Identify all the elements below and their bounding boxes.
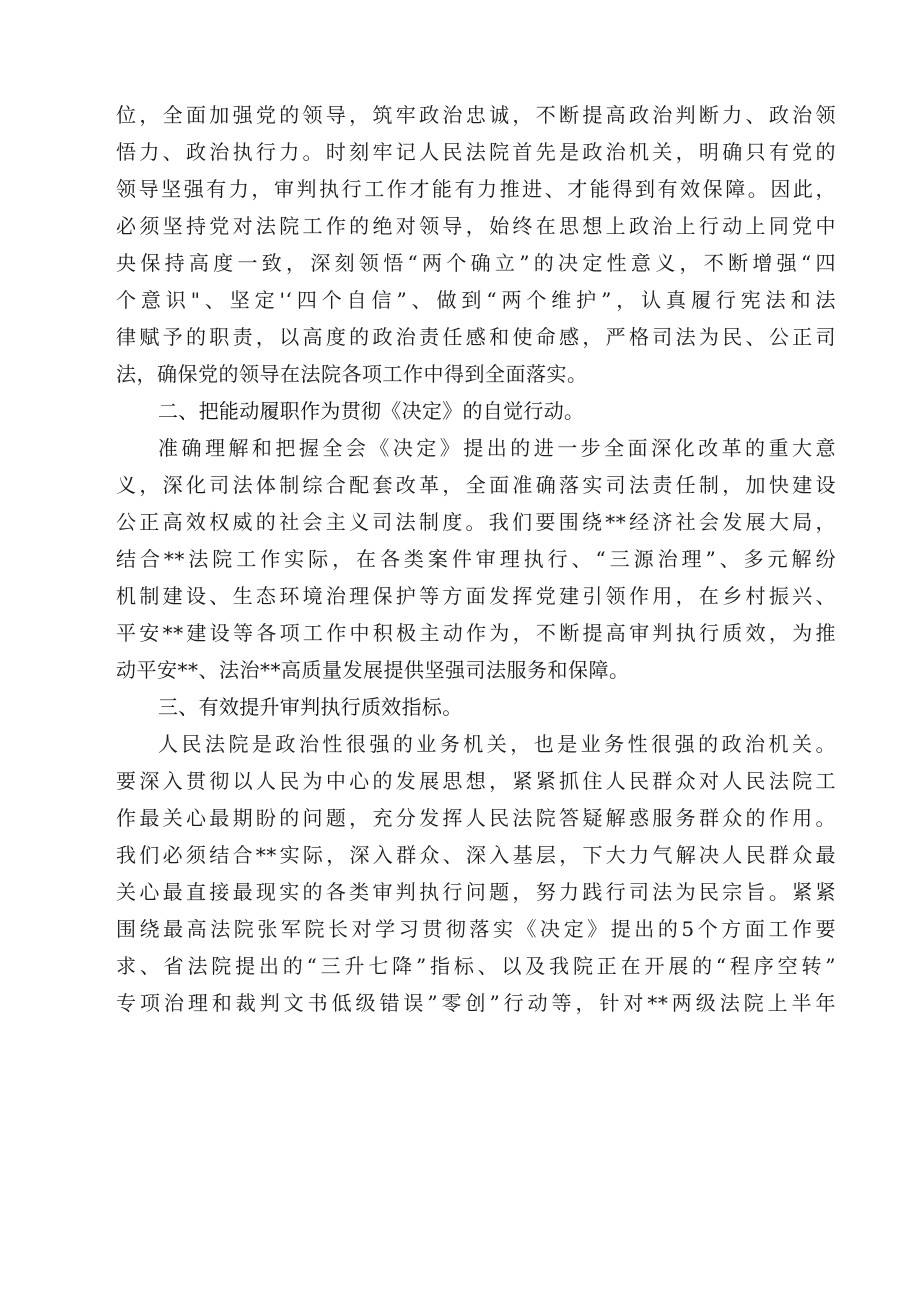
text-line: 公正高效权威的社会主义司法制度。我们要围绕**经济社会发展大局， [116,510,836,534]
document-body [116,97,836,1022]
text-line: 领导坚强有力，审判执行工作才能有力推进、才能得到有效保障。因此， [116,177,836,201]
text-line: 悟力、政治执行力。时刻牢记人民法院首先是政治机关，明确只有党的 [116,140,836,164]
text-line: 关心最直接最现实的各类审判执行问题，努力践行司法为民宗旨。紧紧 [116,880,836,904]
text-line: 专项治理和裁判文书低级错误”零创”行动等，针对**两级法院上半年 [116,991,836,1015]
text-line: 人民法院是政治性很强的业务机关，也是业务性很强的政治机关。 [158,732,836,756]
text-line: 我们必须结合**实际，深入群众、深入基层，下大力气解决人民群众最 [116,843,836,867]
text-line: 作最关心最期盼的问题，充分发挥人民法院答疑解惑服务群众的作用。 [116,806,836,830]
text-line: 个意识"、坚定'‘四个自信”、做到“两个维护”，认真履行宪法和法 [116,288,836,312]
text-line: 位，全面加强党的领导，筑牢政治忠诚，不断提高政治判断力、政治领 [116,103,836,127]
text-line: 动平安**、法治**高质量发展提供坚强司法服务和保障。 [116,658,630,682]
section-heading-3: 三、有效提升审判执行质效指标。 [158,695,463,719]
paragraph-quality-indicators [116,726,836,1022]
text-line: 机制建设、生态环境治理保护等方面发挥党建引领作用，在乡村振兴、 [116,584,836,608]
text-line: 要深入贯彻以人民为中心的发展思想，紧紧抓住人民群众对人民法院工 [116,769,836,793]
text-line: 围绕最高法院张军院长对学习贯彻落实《决定》提出的5个方面工作要 [116,917,836,941]
text-line: 央保持高度一致，深刻领悟“两个确立”的决定性意义，不断增强“四 [116,251,836,275]
paragraph-active-duty [116,430,836,689]
text-line: 义，深化司法体制综合配套改革，全面准确落实司法责任制，加快建设 [116,473,836,497]
text-line: 求、省法院提出的“三升七降”指标、以及我院正在开展的“程序空转” [116,954,836,978]
text-line: 必须坚持党对法院工作的绝对领导，始终在思想上政治上行动上同党中 [116,214,836,238]
text-line: 律赋予的职责，以高度的政治责任感和使命感，严格司法为民、公正司 [116,325,836,349]
text-line: 平安**建设等各项工作中积极主动作为，不断提高审判执行质效，为推 [116,621,836,645]
section-heading-2: 二、把能动履职作为贯彻《决定》的自觉行动。 [158,399,585,423]
paragraph-party-leadership [116,97,836,393]
text-line: 法，确保党的领导在法院各项工作中得到全面落实。 [116,362,588,386]
text-line: 结合**法院工作实际，在各类案件审理执行、“三源治理”、多元解纷 [116,547,836,571]
text-line: 准确理解和把握全会《决定》提出的进一步全面深化改革的重大意 [158,436,836,460]
